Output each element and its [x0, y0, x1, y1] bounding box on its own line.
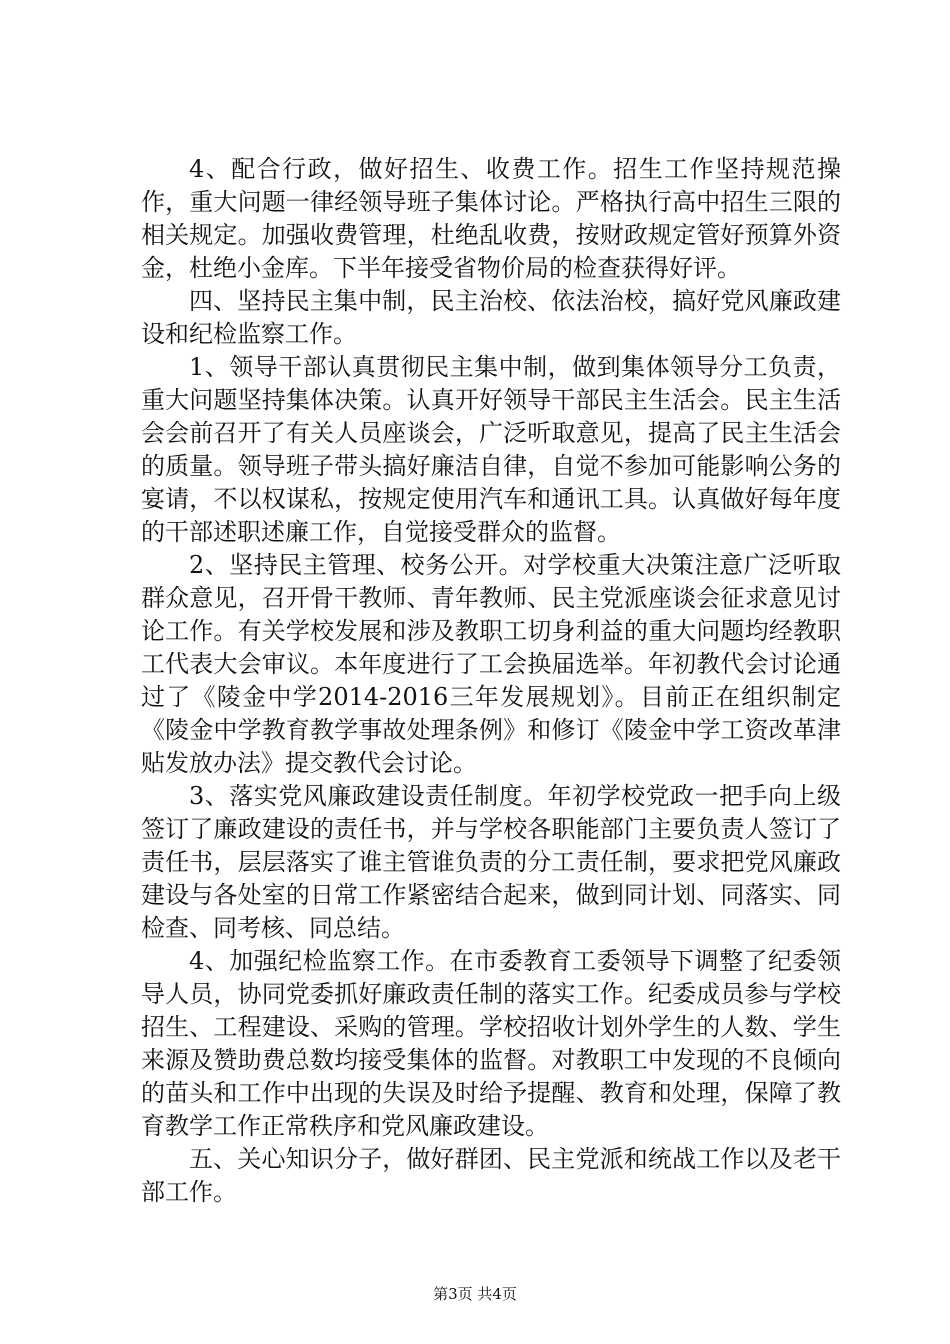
page-footer: 第3页 共4页: [433, 1285, 517, 1303]
paragraph-democratic-management: 2、坚持民主管理、校务公开。对学校重大决策注意广泛听取群众意见，召开骨干教师、青年教师、民主党派座谈会征求意见讨论工作。有关学校发展和涉及教职工切身利益的重大问题均经教职工代表大会审议。本年度进行了工会换届选举。年初教代会讨论通过了《陵金中学2014-2016三年发展规划》。目前正在组织制定《陵金中学教育教学事故处理条例》和修订《陵金中学工资改革津贴发放办法》提交教代会讨论。: [141, 551, 841, 777]
paragraph-discipline-inspection: 4、加强纪检监察工作。在市委教育工委领导下调整了纪委领导人员，协同党委抓好廉政责任制的落实工作。纪委成员参与学校招生、工程建设、采购的管理。学校招收计划外学生的人数、学生来源及赞助费总数均接受集体的监督。对教职工中发现的不良倾向的苗头和工作中出现的失误及时给予提醒、教育和处理，保障了教育教学工作正常秩序和党风廉政建设。: [141, 947, 841, 1140]
paragraph-integrity-responsibility: 3、落实党风廉政建设责任制度。年初学校党政一把手向上级签订了廉政建设的责任书，并与学校各职能部门主要负责人签订了责任书，层层落实了谁主管谁负责的分工责任制，要求把党风廉政建设与各处室的日常工作紧密结合起来，做到同计划、同落实、同检查、同考核、同总结。: [141, 782, 841, 942]
document-body: [141, 153, 841, 1209]
section-heading-five: 五、关心知识分子，做好群团、民主党派和统战工作以及老干部工作。: [141, 1145, 841, 1206]
paragraph-democratic-centralism: 1、领导干部认真贯彻民主集中制，做到集体领导分工负责，重大问题坚持集体决策。认真开好领导干部民主生活会。民主生活会会前召开了有关人员座谈会，广泛听取意见，提高了民主生活会的质量。领导班子带头搞好廉洁自律，自觉不参加可能影响公务的宴请，不以权谋私，按规定使用汽车和通讯工具。认真做好每年度的干部述职述廉工作，自觉接受群众的监督。: [141, 353, 841, 546]
section-heading-four: 四、坚持民主集中制，民主治校、依法治校，搞好党风廉政建设和纪检监察工作。: [141, 287, 841, 348]
paragraph-enrollment-fees: 4、配合行政，做好招生、收费工作。招生工作坚持规范操作，重大问题一律经领导班子集体讨论。严格执行高中招生三限的相关规定。加强收费管理，杜绝乱收费，按财政规定管好预算外资金，杜绝小金库。下半年接受省物价局的检查获得好评。: [141, 155, 841, 282]
